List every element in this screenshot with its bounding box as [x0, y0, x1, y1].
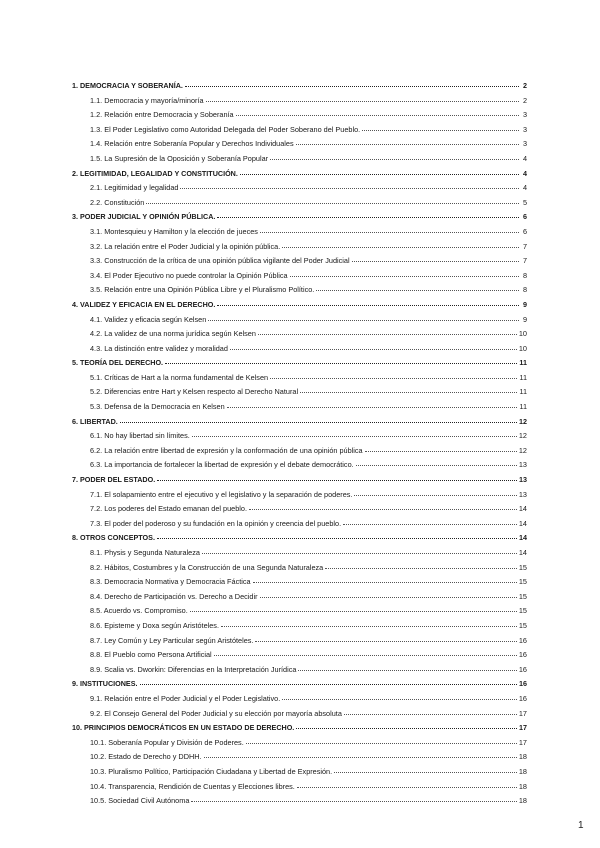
dot-leader — [343, 523, 517, 525]
toc-subsection-title: 10.2. Estado de Derecho y DDHH. — [90, 752, 202, 762]
toc-subsection-entry[interactable] — [72, 371, 527, 386]
toc-page-number: 6 — [523, 212, 527, 222]
toc-subsection-entry[interactable] — [72, 590, 527, 605]
toc-page-number: 15 — [518, 577, 527, 587]
toc-subsection-title: 3.3. Construcción de la crítica de una opinión pública vigilante del Poder Judicial — [90, 256, 350, 266]
toc-subsection-entry[interactable] — [72, 561, 527, 576]
toc-subsection-entry[interactable] — [72, 502, 527, 517]
toc-page-number: 18 — [518, 781, 527, 791]
toc-subsection-entry[interactable] — [72, 400, 527, 415]
toc-subsection-entry[interactable] — [72, 575, 527, 590]
toc-page-number: 7 — [522, 256, 527, 266]
toc-page-number: 4 — [522, 183, 527, 193]
toc-subsection-entry[interactable] — [72, 196, 527, 211]
toc-page-number: 4 — [522, 153, 527, 163]
toc-subsection-entry[interactable] — [72, 604, 527, 619]
toc-subsection-entry[interactable] — [72, 634, 527, 649]
toc-subsection-entry[interactable] — [72, 269, 527, 284]
toc-section-entry[interactable] — [72, 167, 527, 182]
toc-subsection-entry[interactable] — [72, 137, 527, 152]
toc-subsection-entry[interactable] — [72, 342, 527, 357]
dot-leader — [206, 100, 519, 102]
toc-subsection-entry[interactable] — [72, 327, 527, 342]
toc-subsection-title: 2.1. Legitimidad y legalidad — [90, 183, 179, 193]
toc-page-number: 17 — [518, 708, 527, 718]
toc-page-number: 17 — [518, 737, 527, 747]
dot-leader — [298, 669, 516, 671]
dot-leader — [344, 713, 517, 715]
toc-page-number: 16 — [518, 650, 527, 660]
toc-section-entry[interactable] — [72, 79, 527, 94]
dot-leader — [230, 348, 517, 350]
dot-leader — [325, 567, 517, 569]
toc-page-number: 16 — [518, 693, 527, 703]
toc-section-title: 2. LEGITIMIDAD, LEGALIDAD Y CONSTITUCIÓN. — [72, 168, 238, 178]
dot-leader — [140, 683, 518, 685]
toc-page-number: 6 — [522, 226, 527, 236]
toc-subsection-entry[interactable] — [72, 546, 527, 561]
toc-subsection-title: 8.7. Ley Común y Ley Particular según Aristóteles. — [90, 635, 254, 645]
toc-page-number: 7 — [522, 241, 527, 251]
page-number: 1 — [578, 820, 584, 831]
toc-page-number: 18 — [518, 766, 527, 776]
toc-subsection-title: 1.4. Relación entre Soberanía Popular y Derechos Individuales — [90, 139, 294, 149]
dot-leader — [192, 435, 517, 437]
toc-page-number: 9 — [522, 314, 527, 324]
toc-page-number: 13 — [519, 475, 527, 485]
dot-leader — [300, 391, 517, 393]
toc-subsection-entry[interactable] — [72, 108, 527, 123]
dot-leader — [282, 246, 519, 248]
toc-subsection-entry[interactable] — [72, 692, 527, 707]
toc-subsection-title: 1.2. Relación entre Democracia y Soberanía — [90, 110, 234, 120]
toc-section-entry[interactable] — [72, 356, 527, 371]
dot-leader — [260, 596, 517, 598]
dot-leader — [365, 450, 517, 452]
toc-section-title: 9. INSTITUCIONES. — [72, 679, 138, 689]
toc-subsection-entry[interactable] — [72, 152, 527, 167]
toc-subsection-title: 6.2. La relación entre libertad de expresión y la conformación de una opinión pública — [90, 445, 363, 455]
toc-section-title: 5. TEORÍA DEL DERECHO. — [72, 358, 164, 368]
dot-leader — [165, 362, 517, 364]
dot-leader — [217, 216, 519, 218]
dot-leader — [157, 537, 517, 539]
toc-page-number: 2 — [522, 95, 527, 105]
toc-section-title: 4. VALIDEZ Y EFICACIA EN EL DERECHO. — [72, 299, 216, 309]
dot-leader — [180, 187, 519, 189]
toc-subsection-title: 8.6. Episteme y Doxa según Aristóteles. — [90, 620, 219, 630]
dot-leader — [282, 698, 517, 700]
toc-subsection-entry[interactable] — [72, 663, 527, 678]
toc-section-title: 10. PRINCIPIOS DEMOCRÁTICOS EN UN ESTADO DE DERECHO. — [72, 723, 295, 733]
dot-leader — [120, 421, 517, 423]
dot-leader — [297, 786, 517, 788]
toc-subsection-title: 5.1. Críticas de Hart a la norma fundamental de Kelsen — [90, 372, 269, 382]
toc-subsection-title: 6.3. La importancia de fortalecer la libertad de expresión y el debate democrático. — [90, 460, 354, 470]
toc-page-number: 16 — [518, 635, 527, 645]
dot-leader — [255, 640, 516, 642]
dot-leader — [221, 625, 517, 627]
toc-subsection-entry[interactable] — [72, 794, 527, 809]
toc-subsection-title: 8.4. Derecho de Participación vs. Derecho a Decidir — [90, 591, 258, 601]
toc-subsection-title: 8.3. Democracia Normativa y Democracia Fáctica — [90, 577, 251, 587]
toc-page-number: 4 — [523, 168, 527, 178]
toc-subsection-title: 1.3. El Poder Legislativo como Autoridad Delegada del Poder Soberano del Pueblo. — [90, 124, 361, 134]
toc-subsection-entry[interactable] — [72, 444, 527, 459]
toc-page-number: 14 — [518, 548, 527, 557]
toc-subsection-entry[interactable] — [72, 254, 527, 269]
dot-leader — [356, 464, 517, 466]
toc-subsection-title: 4.2. La validez de una norma jurídica según Kelsen — [90, 329, 256, 339]
toc-subsection-entry[interactable] — [72, 181, 527, 196]
toc-subsection-entry[interactable] — [72, 240, 527, 255]
toc-section-title: 1. DEMOCRACIA Y SOBERANÍA. — [72, 81, 183, 90]
dot-leader — [352, 260, 519, 262]
dot-leader — [236, 114, 519, 116]
toc-page-number: 11 — [519, 387, 527, 397]
toc-subsection-title: 1.1. Democracia y mayoría/minoría — [90, 95, 204, 105]
toc-subsection-title: 2.2. Constitución — [90, 197, 145, 207]
toc-subsection-title: 8.1. Physis y Segunda Naturaleza — [90, 548, 200, 557]
toc-subsection-entry[interactable] — [72, 707, 527, 722]
toc-page-number: 3 — [522, 110, 527, 120]
toc-page-number: 12 — [518, 445, 527, 455]
toc-subsection-title: 6.1. No hay libertad sin límites. — [90, 431, 190, 441]
toc-subsection-title: 10.4. Transparencia, Rendición de Cuentas y Elecciones libres. — [90, 781, 295, 791]
toc-page-number: 14 — [518, 518, 527, 528]
toc-page-number: 15 — [518, 606, 527, 616]
toc-subsection-entry[interactable] — [72, 429, 527, 444]
dot-leader — [253, 581, 517, 583]
dot-leader — [240, 173, 519, 175]
dot-leader — [296, 143, 519, 145]
toc-subsection-title: 10.1. Soberanía Popular y División de Poderes. — [90, 737, 244, 747]
toc-page-number: 16 — [519, 679, 527, 689]
toc-page-number: 14 — [518, 504, 527, 514]
toc-section-entry[interactable] — [72, 721, 527, 736]
toc-section-entry[interactable] — [72, 415, 527, 430]
toc-section-entry[interactable] — [72, 473, 527, 488]
dot-leader — [362, 129, 519, 131]
dot-leader — [202, 552, 517, 554]
dot-leader — [146, 202, 519, 204]
dot-leader — [270, 377, 517, 379]
toc-page-number: 9 — [523, 299, 527, 309]
toc-page-number: 17 — [519, 723, 527, 733]
toc-subsection-title: 7.3. El poder del poderoso y su fundación en la opinión y creencia del pueblo. — [90, 518, 342, 528]
toc-subsection-title: 4.3. La distinción entre validez y moralidad — [90, 343, 228, 353]
dot-leader — [227, 406, 518, 408]
toc-subsection-title: 10.3. Pluralismo Político, Participación Ciudadana y Libertad de Expresión. — [90, 766, 333, 776]
toc-subsection-title: 10.5. Sociedad Civil Autónoma — [90, 796, 190, 806]
toc-page-number: 3 — [522, 139, 527, 149]
toc-subsection-title: 3.5. Relación entre una Opinión Pública Libre y el Pluralismo Político. — [90, 285, 315, 295]
toc-subsection-entry[interactable] — [72, 313, 527, 328]
toc-subsection-entry[interactable] — [72, 123, 527, 138]
toc-section-title: 8. OTROS CONCEPTOS. — [72, 533, 155, 543]
toc-section-entry[interactable] — [72, 298, 527, 313]
toc-subsection-title: 8.9. Scalia vs. Dworkin: Diferencias en la Interpretación Jurídica — [90, 664, 297, 674]
toc-section-entry[interactable] — [72, 210, 527, 225]
toc-page-number: 16 — [518, 664, 527, 674]
toc-subsection-title: 7.1. El solapamiento entre el ejecutivo y el legislativo y la separación de poderes. — [90, 489, 353, 499]
toc-section-title: 6. LIBERTAD. — [72, 416, 118, 426]
dot-leader — [157, 479, 517, 481]
toc-section-title: 3. PODER JUDICIAL Y OPINIÓN PÚBLICA. — [72, 212, 216, 222]
dot-leader — [185, 85, 519, 87]
toc-section-entry[interactable] — [72, 677, 527, 692]
toc-page-number: 5 — [522, 197, 527, 207]
toc-subsection-title: 3.2. La relación entre el Poder Judicial y la opinión pública. — [90, 241, 281, 251]
dot-leader — [354, 494, 516, 496]
toc-page-number: 3 — [522, 124, 527, 134]
dot-leader — [204, 756, 517, 758]
toc-subsection-title: 8.8. El Pueblo como Persona Artificial — [90, 650, 212, 660]
toc-page-number: 15 — [518, 620, 527, 630]
dot-leader — [334, 771, 517, 773]
toc-page-number: 15 — [518, 591, 527, 601]
toc-page-number: 13 — [518, 460, 527, 470]
table-of-contents — [72, 79, 527, 809]
dot-leader — [246, 742, 517, 744]
toc-section-title: 7. PODER DEL ESTADO. — [72, 475, 156, 485]
toc-page-number: 18 — [518, 752, 527, 762]
toc-subsection-entry[interactable] — [72, 458, 527, 473]
toc-page-number: 11 — [519, 372, 527, 382]
dot-leader — [258, 333, 517, 335]
toc-subsection-entry[interactable] — [72, 765, 527, 780]
toc-subsection-entry[interactable] — [72, 283, 527, 298]
dot-leader — [217, 304, 519, 306]
toc-subsection-entry[interactable] — [72, 225, 527, 240]
toc-page-number: 8 — [522, 285, 527, 295]
toc-subsection-title: 9.2. El Consejo General del Poder Judicial y su elección por mayoría absoluta — [90, 708, 342, 718]
dot-leader — [191, 800, 516, 802]
toc-page-number: 10 — [518, 343, 527, 353]
toc-page-number: 15 — [518, 562, 527, 572]
toc-subsection-title: 8.2. Hábitos, Costumbres y la Construcción de una Segunda Naturaleza — [90, 562, 324, 572]
toc-page-number: 12 — [518, 431, 527, 441]
toc-page-number: 11 — [519, 402, 527, 412]
dot-leader — [190, 610, 517, 612]
toc-subsection-title: 4.1. Validez y eficacia según Kelsen — [90, 314, 207, 324]
toc-page-number: 12 — [519, 416, 527, 426]
toc-page-number: 8 — [522, 270, 527, 280]
toc-subsection-title: 3.1. Montesquieu y Hamilton y la elección de jueces — [90, 226, 258, 236]
dot-leader — [290, 275, 519, 277]
toc-page-number: 18 — [518, 796, 527, 806]
dot-leader — [270, 158, 519, 160]
toc-page-number: 14 — [519, 533, 527, 543]
toc-page-number: 11 — [519, 358, 527, 368]
dot-leader — [316, 289, 519, 291]
dot-leader — [214, 654, 517, 656]
toc-subsection-title: 5.2. Diferencias entre Hart y Kelsen respecto al Derecho Natural — [90, 387, 299, 397]
toc-subsection-entry[interactable] — [72, 648, 527, 663]
toc-subsection-entry[interactable] — [72, 94, 527, 109]
toc-subsection-entry[interactable] — [72, 488, 527, 503]
toc-subsection-title: 7.2. Los poderes del Estado emanan del pueblo. — [90, 504, 247, 514]
dot-leader — [296, 727, 517, 729]
toc-subsection-title: 1.5. La Supresión de la Oposición y Soberanía Popular — [90, 153, 269, 163]
toc-subsection-entry[interactable] — [72, 517, 527, 532]
toc-subsection-entry[interactable] — [72, 736, 527, 751]
toc-page-number: 13 — [518, 489, 527, 499]
toc-subsection-title: 9.1. Relación entre el Poder Judicial y el Poder Legislativo. — [90, 693, 281, 703]
toc-subsection-entry[interactable] — [72, 750, 527, 765]
toc-page-number: 2 — [523, 81, 527, 90]
toc-page-number: 10 — [518, 329, 527, 339]
dot-leader — [208, 319, 519, 321]
toc-subsection-title: 5.3. Defensa de la Democracia en Kelsen — [90, 402, 225, 412]
toc-subsection-title: 8.5. Acuerdo vs. Compromiso. — [90, 606, 188, 616]
toc-subsection-entry[interactable] — [72, 385, 527, 400]
toc-subsection-entry[interactable] — [72, 619, 527, 634]
toc-subsection-title: 3.4. El Poder Ejecutivo no puede controlar la Opinión Pública — [90, 270, 288, 280]
toc-subsection-entry[interactable] — [72, 780, 527, 795]
toc-section-entry[interactable] — [72, 531, 527, 546]
dot-leader — [249, 508, 517, 510]
dot-leader — [260, 231, 519, 233]
